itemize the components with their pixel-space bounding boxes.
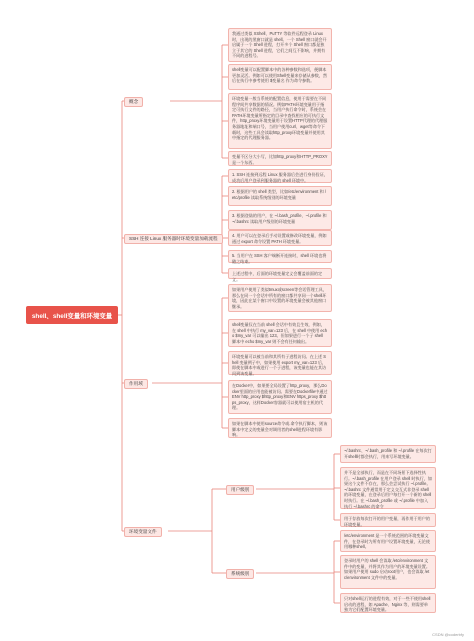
ssh-card-4: 4. 用户可以在登录后手动设置或修改环境变量，例如通过 export 命令设置 PATH 环境变量。 xyxy=(228,230,332,246)
scope-card-4: 在Docker中，如果要全局设置了http_proxy，那么Docker里面的应用也能被访问。需要在Dockerfile中通过ENV http_proxy $http_proxy和ENV https_proxy $https_proxy，这样Docker容器就可以使用宿主机的代理。 xyxy=(228,380,332,414)
system-card-3: 只对shell运行的进程有效，对于一些不使用shell 启动的进程，如 Apache、Nginx 等，则需要单独为它们配置环境变量。 xyxy=(340,593,436,613)
concept-card-3: 环境变量一般当系统的配置信息，使用于需要在不同程序间共享数据的情况。例如PATH环境变量用于指定可执行文件的路径，当用户执行命令时，系统会在PATH环境变量所指定的目录中查找相应的可执行文件，http_proxy环境变量用于设置HTTP代理的代理服务器地址和端口号，当用户使用curl、wget等命令下载时，这些工具会读取http_proxy环境变量并使用其中指定的代理服务器。 xyxy=(228,93,332,149)
branch-ssh-flow[interactable]: SSH 连接 Linux 服务器时环境变量加载流程 xyxy=(124,234,223,244)
branch-system-level[interactable]: 系统级别 xyxy=(226,569,254,579)
ssh-card-1: 1. SSH 连接到远程 Linux 服务器后会进行身份验证，成功后用户登录到服务器的 shell 环境中。 xyxy=(228,169,332,183)
concept-card-4: 变量不区分大小写，比如http_proxy和HTTP_PROXY是一个东西。 xyxy=(228,151,332,166)
root-node[interactable]: shell、shell变量和环境变量 xyxy=(26,306,118,324)
ssh-card-5: 5. 当用户在 SSH 客户端断开连接时，shell 环境也将随之结束。 xyxy=(228,250,332,263)
watermark: CSDN @coderbfy xyxy=(432,632,464,637)
branch-user-level[interactable]: 用户级别 xyxy=(226,485,254,495)
system-card-2: 登录时用户的 shell 会读取 /etc/environment 文件中的变量，并将其作为用户的环境变量设置。如果用户使用 sudo 启动root用户，也会读取 /etc/environment 文件中的变量。 xyxy=(340,555,436,589)
ssh-card-2: 2. 根据用户的 shell 类型，比如/etc/environment 和 /etc/profile 读取系统级别的环境变量 xyxy=(228,186,332,206)
branch-env-files[interactable]: 环境变量文件 xyxy=(124,527,162,537)
user-card-1: ~/.bashrc、~/.bash_profile 和 ~/.profile 在每次打开shell时都会执行，用来写环境变量。 xyxy=(340,445,436,463)
system-card-1: /etc/environment 是一个系统范围的环境变量文件，在登录时为所有用户设置环境变量，无论使用哪种shell。 xyxy=(340,530,436,552)
user-card-2: 并不是全部执行，而是在不同场景下选择性执行。~/.bash_profile 在用户登录 shell 时执行，如果这个文件不存在，那么会尝试执行 ~/.profile。~/.bashrc 文件通常用于定义交互式非登录 shell 的环境变量，在登录后用户每打开一个新的 shell 时执行。在 ~/.bash_profile 或 ~/.profile 中加入执行 ~/.bashrc 的命令 xyxy=(340,467,436,509)
scope-card-1: 如果用户使用了类似tmux或screen等会话管理工具，那么在同一个会话中所有的窗口都共享同一个shell环境，因此在某个窗口中设置的环境变量会被其他窗口继承。 xyxy=(228,284,332,312)
branch-concept[interactable]: 概念 xyxy=(124,97,143,107)
ssh-card-6: 上述过程中，后面的环境变量定义会覆盖前面的定义。 xyxy=(228,268,332,279)
branch-scope[interactable]: 作用域 xyxy=(124,379,148,389)
scope-card-5: 如果在脚本中使用source命令或.命令执行脚本，则该脚本中定义的变量会对调用者的shell进程环境有影响。 xyxy=(228,418,332,438)
concept-card-2: shell变量可以配置脚本中的各种参数和选项，便脚本更加灵活。例如可以使用Shell变量来存储从参数，然后在执行中参考使用 $变量名 作为命令参数。 xyxy=(228,64,332,90)
concept-card-1: 我通过类似 XShell、PuTTY 等软件远程登录 Linux 时，出现的黑窗口就是 shell。一个 Shell 窗口就会开启属于一个 Shell 进程，打开多个 Shell 窗口都是独立于其它的 Shell 进程，它们之间互不影响，并拥有不同的进程号。 xyxy=(228,28,332,62)
user-card-3: 用于存放每次打开的用户变量，再作用于用户的环境变量。 xyxy=(340,513,436,527)
scope-card-2: shell变量仅在当前 shell 会话中有效且生效，例如，在 shell 中执行 my_var=123 后，在 shell 中使用 echo $my_var 可以输出 123。但如果进行一个子 shell 脚本中 echo $my_var 则不会有任何输出。 xyxy=(228,319,332,347)
scope-card-3: 环境变量可以被当前和其所有子进程访问。在上述 Shell 变量例子中，如果使用 export my_var=123 后，即使在脚本中或进行一个子进程，该变量也能在其访问到该变量。 xyxy=(228,351,332,375)
ssh-card-3: 3. 根据登陆的用户，在 ~/.bash_profile、~/.profile 和 ~/.bashrc 读取用户级别的环境变量 xyxy=(228,210,332,230)
